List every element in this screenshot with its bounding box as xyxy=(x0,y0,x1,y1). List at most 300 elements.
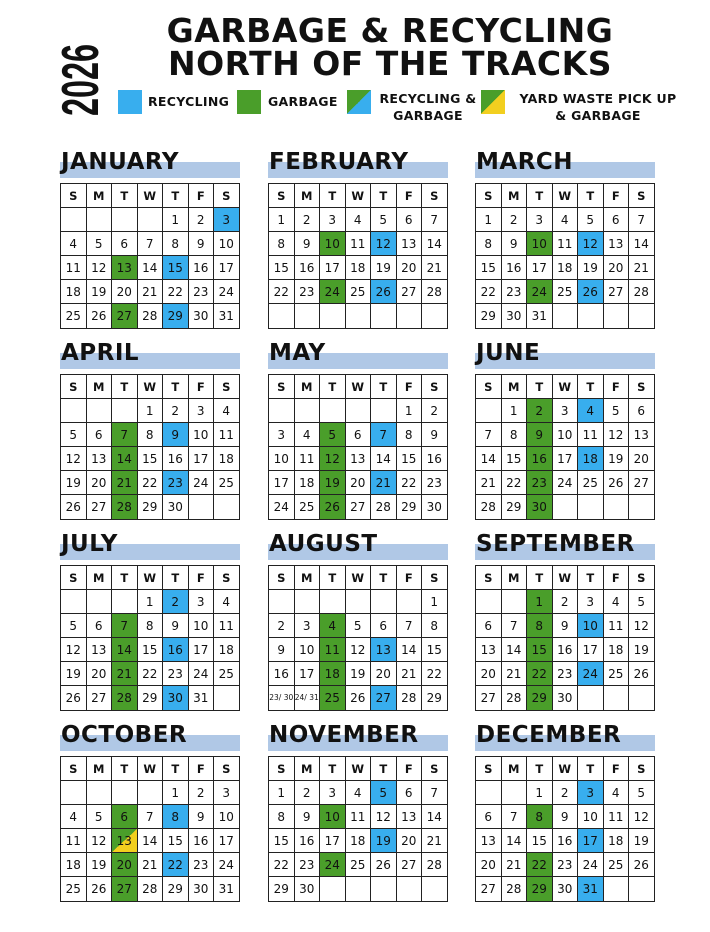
empty-cell xyxy=(295,590,321,614)
day-cell: 25 xyxy=(604,662,630,686)
month-header xyxy=(60,722,240,756)
day-cell: 17 xyxy=(189,447,215,471)
month-header xyxy=(475,531,655,565)
month-june xyxy=(475,340,655,520)
weekday-header: T xyxy=(163,566,189,590)
day-cell: 26 xyxy=(629,662,655,686)
month-february xyxy=(268,149,448,329)
day-cell: 14 xyxy=(112,447,138,471)
empty-cell xyxy=(578,304,604,328)
day-cell: 24/ 31 xyxy=(295,686,321,710)
day-cell: 16 xyxy=(295,256,321,280)
day-cell: 18 xyxy=(214,447,240,471)
empty-cell xyxy=(214,495,240,519)
month-grid xyxy=(475,565,655,711)
day-cell: 27 xyxy=(371,686,397,710)
day-cell: 9 xyxy=(189,232,215,256)
weekday-header: S xyxy=(476,566,502,590)
day-cell: 21 xyxy=(502,662,528,686)
day-cell: 24 xyxy=(553,471,579,495)
weekday-header: F xyxy=(604,375,630,399)
weekday-header: S xyxy=(214,566,240,590)
empty-cell xyxy=(112,781,138,805)
day-cell: 25 xyxy=(346,280,372,304)
day-cell: 15 xyxy=(476,256,502,280)
day-cell: 18 xyxy=(604,638,630,662)
weekday-header: W xyxy=(138,375,164,399)
day-cell: 30 xyxy=(189,304,215,328)
day-cell: 19 xyxy=(61,662,87,686)
month-name: MARCH xyxy=(476,149,574,175)
day-cell: 28 xyxy=(629,280,655,304)
weekday-header: S xyxy=(61,757,87,781)
day-cell: 4 xyxy=(346,208,372,232)
weekday-header: W xyxy=(138,757,164,781)
empty-cell xyxy=(112,590,138,614)
weekday-header: S xyxy=(422,375,448,399)
day-cell: 26 xyxy=(629,853,655,877)
empty-cell xyxy=(189,495,215,519)
day-cell: 30 xyxy=(163,686,189,710)
empty-cell xyxy=(138,781,164,805)
day-cell: 8 xyxy=(163,805,189,829)
day-cell: 24 xyxy=(578,853,604,877)
day-cell: 12 xyxy=(629,805,655,829)
day-cell: 4 xyxy=(320,614,346,638)
day-cell: 28 xyxy=(138,304,164,328)
empty-cell xyxy=(476,399,502,423)
weekday-header: F xyxy=(397,757,423,781)
month-august xyxy=(268,531,448,711)
year-text: 2026 xyxy=(52,44,108,116)
day-cell: 28 xyxy=(112,686,138,710)
legend-both-label: RECYCLING & GARBAGE xyxy=(379,91,477,123)
day-cell: 23 xyxy=(163,471,189,495)
day-cell: 2 xyxy=(295,781,321,805)
day-cell: 6 xyxy=(87,423,113,447)
day-cell: 12 xyxy=(87,256,113,280)
day-cell: 30 xyxy=(422,495,448,519)
empty-cell xyxy=(371,399,397,423)
day-cell: 15 xyxy=(527,829,553,853)
empty-cell xyxy=(371,590,397,614)
day-cell: 9 xyxy=(553,805,579,829)
day-cell: 24 xyxy=(527,280,553,304)
day-cell: 11 xyxy=(61,829,87,853)
day-cell: 14 xyxy=(397,638,423,662)
weekday-header: W xyxy=(346,757,372,781)
day-cell: 12 xyxy=(604,423,630,447)
day-cell: 14 xyxy=(502,638,528,662)
day-cell: 23 xyxy=(553,662,579,686)
day-cell: 15 xyxy=(527,638,553,662)
day-cell: 29 xyxy=(269,877,295,901)
legend-yard-swatch xyxy=(481,90,505,114)
empty-cell xyxy=(397,877,423,901)
day-cell: 21 xyxy=(502,853,528,877)
day-cell: 29 xyxy=(138,495,164,519)
day-cell: 30 xyxy=(553,877,579,901)
day-cell: 6 xyxy=(397,208,423,232)
day-cell: 1 xyxy=(269,208,295,232)
day-cell: 26 xyxy=(371,280,397,304)
weekday-header: T xyxy=(527,566,553,590)
day-cell: 17 xyxy=(295,662,321,686)
weekday-header: M xyxy=(502,757,528,781)
empty-cell xyxy=(61,208,87,232)
day-cell: 3 xyxy=(214,208,240,232)
empty-cell xyxy=(397,304,423,328)
day-cell: 28 xyxy=(502,686,528,710)
weekday-header: S xyxy=(422,566,448,590)
day-cell: 5 xyxy=(578,208,604,232)
empty-cell xyxy=(112,399,138,423)
day-cell: 14 xyxy=(138,256,164,280)
day-cell: 13 xyxy=(346,447,372,471)
weekday-header: S xyxy=(476,757,502,781)
day-cell: 13 xyxy=(371,638,397,662)
day-cell: 21 xyxy=(138,853,164,877)
day-cell: 13 xyxy=(112,829,138,853)
day-cell: 15 xyxy=(163,256,189,280)
day-cell: 2 xyxy=(553,590,579,614)
day-cell: 13 xyxy=(397,805,423,829)
day-cell: 5 xyxy=(87,805,113,829)
day-cell: 3 xyxy=(295,614,321,638)
month-name: APRIL xyxy=(61,340,140,366)
day-cell: 13 xyxy=(397,232,423,256)
day-cell: 9 xyxy=(295,805,321,829)
weekday-header: W xyxy=(553,375,579,399)
month-name: SEPTEMBER xyxy=(476,531,635,557)
day-cell: 7 xyxy=(476,423,502,447)
day-cell: 20 xyxy=(87,471,113,495)
day-cell: 22 xyxy=(163,853,189,877)
weekday-header: W xyxy=(553,184,579,208)
day-cell: 4 xyxy=(61,232,87,256)
weekday-header: F xyxy=(397,375,423,399)
empty-cell xyxy=(502,781,528,805)
weekday-header: T xyxy=(163,757,189,781)
weekday-header: F xyxy=(189,757,215,781)
weekday-header: F xyxy=(189,375,215,399)
day-cell: 23/ 30 xyxy=(269,686,295,710)
day-cell: 4 xyxy=(604,590,630,614)
weekday-header: W xyxy=(138,184,164,208)
weekday-header: S xyxy=(269,184,295,208)
day-cell: 16 xyxy=(553,829,579,853)
day-cell: 5 xyxy=(629,781,655,805)
day-cell: 28 xyxy=(502,877,528,901)
day-cell: 21 xyxy=(422,829,448,853)
day-cell: 11 xyxy=(61,256,87,280)
day-cell: 25 xyxy=(604,853,630,877)
day-cell: 5 xyxy=(61,423,87,447)
day-cell: 2 xyxy=(269,614,295,638)
month-name: OCTOBER xyxy=(61,722,188,748)
day-cell: 11 xyxy=(346,232,372,256)
day-cell: 2 xyxy=(163,590,189,614)
day-cell: 23 xyxy=(502,280,528,304)
day-cell: 29 xyxy=(163,304,189,328)
day-cell: 25 xyxy=(61,877,87,901)
empty-cell xyxy=(629,304,655,328)
day-cell: 21 xyxy=(138,280,164,304)
day-cell: 11 xyxy=(320,638,346,662)
day-cell: 14 xyxy=(422,232,448,256)
day-cell: 4 xyxy=(553,208,579,232)
empty-cell xyxy=(578,686,604,710)
day-cell: 18 xyxy=(320,662,346,686)
day-cell: 24 xyxy=(214,280,240,304)
month-march xyxy=(475,149,655,329)
weekday-header: S xyxy=(61,566,87,590)
day-cell: 6 xyxy=(346,423,372,447)
day-cell: 14 xyxy=(371,447,397,471)
month-grid xyxy=(60,183,240,329)
weekday-header: F xyxy=(397,566,423,590)
day-cell: 24 xyxy=(320,853,346,877)
day-cell: 7 xyxy=(397,614,423,638)
day-cell: 25 xyxy=(214,471,240,495)
day-cell: 12 xyxy=(371,805,397,829)
day-cell: 19 xyxy=(629,829,655,853)
weekday-header: T xyxy=(578,757,604,781)
month-grid xyxy=(268,374,448,520)
month-grid xyxy=(268,183,448,329)
weekday-header: M xyxy=(87,566,113,590)
day-cell: 23 xyxy=(295,853,321,877)
day-cell: 26 xyxy=(87,877,113,901)
day-cell: 16 xyxy=(295,829,321,853)
empty-cell xyxy=(397,590,423,614)
month-header xyxy=(60,149,240,183)
day-cell: 12 xyxy=(346,638,372,662)
month-grid xyxy=(60,374,240,520)
day-cell: 28 xyxy=(397,686,423,710)
day-cell: 9 xyxy=(163,614,189,638)
month-name: AUGUST xyxy=(269,531,378,557)
day-cell: 13 xyxy=(87,638,113,662)
day-cell: 3 xyxy=(320,208,346,232)
day-cell: 6 xyxy=(112,805,138,829)
day-cell: 29 xyxy=(527,686,553,710)
weekday-header: M xyxy=(87,375,113,399)
day-cell: 10 xyxy=(214,805,240,829)
day-cell: 15 xyxy=(163,829,189,853)
day-cell: 23 xyxy=(422,471,448,495)
day-cell: 30 xyxy=(553,686,579,710)
day-cell: 4 xyxy=(214,399,240,423)
day-cell: 23 xyxy=(189,280,215,304)
day-cell: 7 xyxy=(138,805,164,829)
day-cell: 24 xyxy=(320,280,346,304)
weekday-header: T xyxy=(112,757,138,781)
day-cell: 16 xyxy=(269,662,295,686)
legend-recycling-swatch xyxy=(118,90,142,114)
weekday-header: S xyxy=(214,757,240,781)
day-cell: 30 xyxy=(502,304,528,328)
day-cell: 6 xyxy=(629,399,655,423)
weekday-header: M xyxy=(502,184,528,208)
day-cell: 29 xyxy=(476,304,502,328)
day-cell: 27 xyxy=(87,495,113,519)
day-cell: 10 xyxy=(320,232,346,256)
weekday-header: T xyxy=(320,184,346,208)
day-cell: 1 xyxy=(163,208,189,232)
weekday-header: M xyxy=(295,757,321,781)
month-november xyxy=(268,722,448,902)
weekday-header: T xyxy=(371,184,397,208)
weekday-header: S xyxy=(269,566,295,590)
weekday-header: T xyxy=(578,184,604,208)
day-cell: 8 xyxy=(269,805,295,829)
weekday-header: T xyxy=(112,184,138,208)
weekday-header: F xyxy=(189,184,215,208)
day-cell: 1 xyxy=(269,781,295,805)
day-cell: 8 xyxy=(397,423,423,447)
day-cell: 30 xyxy=(295,877,321,901)
weekday-header: S xyxy=(61,184,87,208)
empty-cell xyxy=(629,686,655,710)
day-cell: 1 xyxy=(138,399,164,423)
day-cell: 28 xyxy=(476,495,502,519)
day-cell: 29 xyxy=(502,495,528,519)
weekday-header: W xyxy=(346,184,372,208)
day-cell: 22 xyxy=(269,853,295,877)
month-april xyxy=(60,340,240,520)
empty-cell xyxy=(87,399,113,423)
day-cell: 20 xyxy=(87,662,113,686)
empty-cell xyxy=(295,304,321,328)
weekday-header: S xyxy=(629,184,655,208)
day-cell: 18 xyxy=(214,638,240,662)
day-cell: 19 xyxy=(87,280,113,304)
day-cell: 19 xyxy=(371,829,397,853)
day-cell: 3 xyxy=(553,399,579,423)
day-cell: 29 xyxy=(163,877,189,901)
day-cell: 3 xyxy=(269,423,295,447)
day-cell: 24 xyxy=(189,662,215,686)
empty-cell xyxy=(112,208,138,232)
day-cell: 19 xyxy=(629,638,655,662)
empty-cell xyxy=(269,399,295,423)
day-cell: 9 xyxy=(189,805,215,829)
day-cell: 15 xyxy=(138,447,164,471)
month-december xyxy=(475,722,655,902)
weekday-header: S xyxy=(214,184,240,208)
weekday-header: T xyxy=(320,566,346,590)
day-cell: 2 xyxy=(163,399,189,423)
day-cell: 8 xyxy=(476,232,502,256)
empty-cell xyxy=(476,781,502,805)
legend-both-swatch xyxy=(347,90,371,114)
weekday-header: S xyxy=(476,375,502,399)
day-cell: 8 xyxy=(422,614,448,638)
day-cell: 4 xyxy=(295,423,321,447)
month-october xyxy=(60,722,240,902)
day-cell: 15 xyxy=(138,638,164,662)
day-cell: 9 xyxy=(295,232,321,256)
day-cell: 11 xyxy=(604,805,630,829)
day-cell: 10 xyxy=(578,614,604,638)
day-cell: 8 xyxy=(138,423,164,447)
day-cell: 16 xyxy=(422,447,448,471)
day-cell: 4 xyxy=(61,805,87,829)
day-cell: 1 xyxy=(422,590,448,614)
day-cell: 28 xyxy=(112,495,138,519)
day-cell: 6 xyxy=(371,614,397,638)
empty-cell xyxy=(61,781,87,805)
day-cell: 27 xyxy=(87,686,113,710)
weekday-header: T xyxy=(527,184,553,208)
weekday-header: S xyxy=(476,184,502,208)
day-cell: 8 xyxy=(527,614,553,638)
day-cell: 17 xyxy=(527,256,553,280)
empty-cell xyxy=(320,399,346,423)
month-may xyxy=(268,340,448,520)
day-cell: 12 xyxy=(629,614,655,638)
weekday-header: T xyxy=(578,566,604,590)
day-cell: 26 xyxy=(604,471,630,495)
weekday-header: S xyxy=(214,375,240,399)
day-cell: 3 xyxy=(189,590,215,614)
day-cell: 1 xyxy=(397,399,423,423)
day-cell: 22 xyxy=(138,662,164,686)
day-cell: 25 xyxy=(214,662,240,686)
day-cell: 25 xyxy=(553,280,579,304)
day-cell: 22 xyxy=(269,280,295,304)
day-cell: 11 xyxy=(214,423,240,447)
day-cell: 13 xyxy=(604,232,630,256)
day-cell: 26 xyxy=(87,304,113,328)
day-cell: 22 xyxy=(397,471,423,495)
day-cell: 12 xyxy=(371,232,397,256)
title-line-2: NORTH OF THE TRACKS xyxy=(168,44,612,83)
weekday-header: F xyxy=(604,184,630,208)
day-cell: 9 xyxy=(502,232,528,256)
day-cell: 30 xyxy=(527,495,553,519)
day-cell: 11 xyxy=(214,614,240,638)
day-cell: 9 xyxy=(163,423,189,447)
day-cell: 17 xyxy=(578,829,604,853)
day-cell: 5 xyxy=(320,423,346,447)
day-cell: 10 xyxy=(269,447,295,471)
weekday-header: F xyxy=(397,184,423,208)
day-cell: 16 xyxy=(163,447,189,471)
day-cell: 13 xyxy=(476,829,502,853)
day-cell: 21 xyxy=(112,471,138,495)
day-cell: 20 xyxy=(346,471,372,495)
day-cell: 9 xyxy=(527,423,553,447)
day-cell: 21 xyxy=(629,256,655,280)
day-cell: 1 xyxy=(476,208,502,232)
month-name: JULY xyxy=(61,531,118,557)
day-cell: 27 xyxy=(629,471,655,495)
empty-cell xyxy=(629,495,655,519)
day-cell: 5 xyxy=(346,614,372,638)
day-cell: 15 xyxy=(422,638,448,662)
day-cell: 20 xyxy=(397,256,423,280)
empty-cell xyxy=(87,590,113,614)
day-cell: 12 xyxy=(578,232,604,256)
month-header xyxy=(268,722,448,756)
day-cell: 1 xyxy=(527,781,553,805)
day-cell: 21 xyxy=(112,662,138,686)
day-cell: 27 xyxy=(397,853,423,877)
day-cell: 12 xyxy=(320,447,346,471)
day-cell: 9 xyxy=(422,423,448,447)
